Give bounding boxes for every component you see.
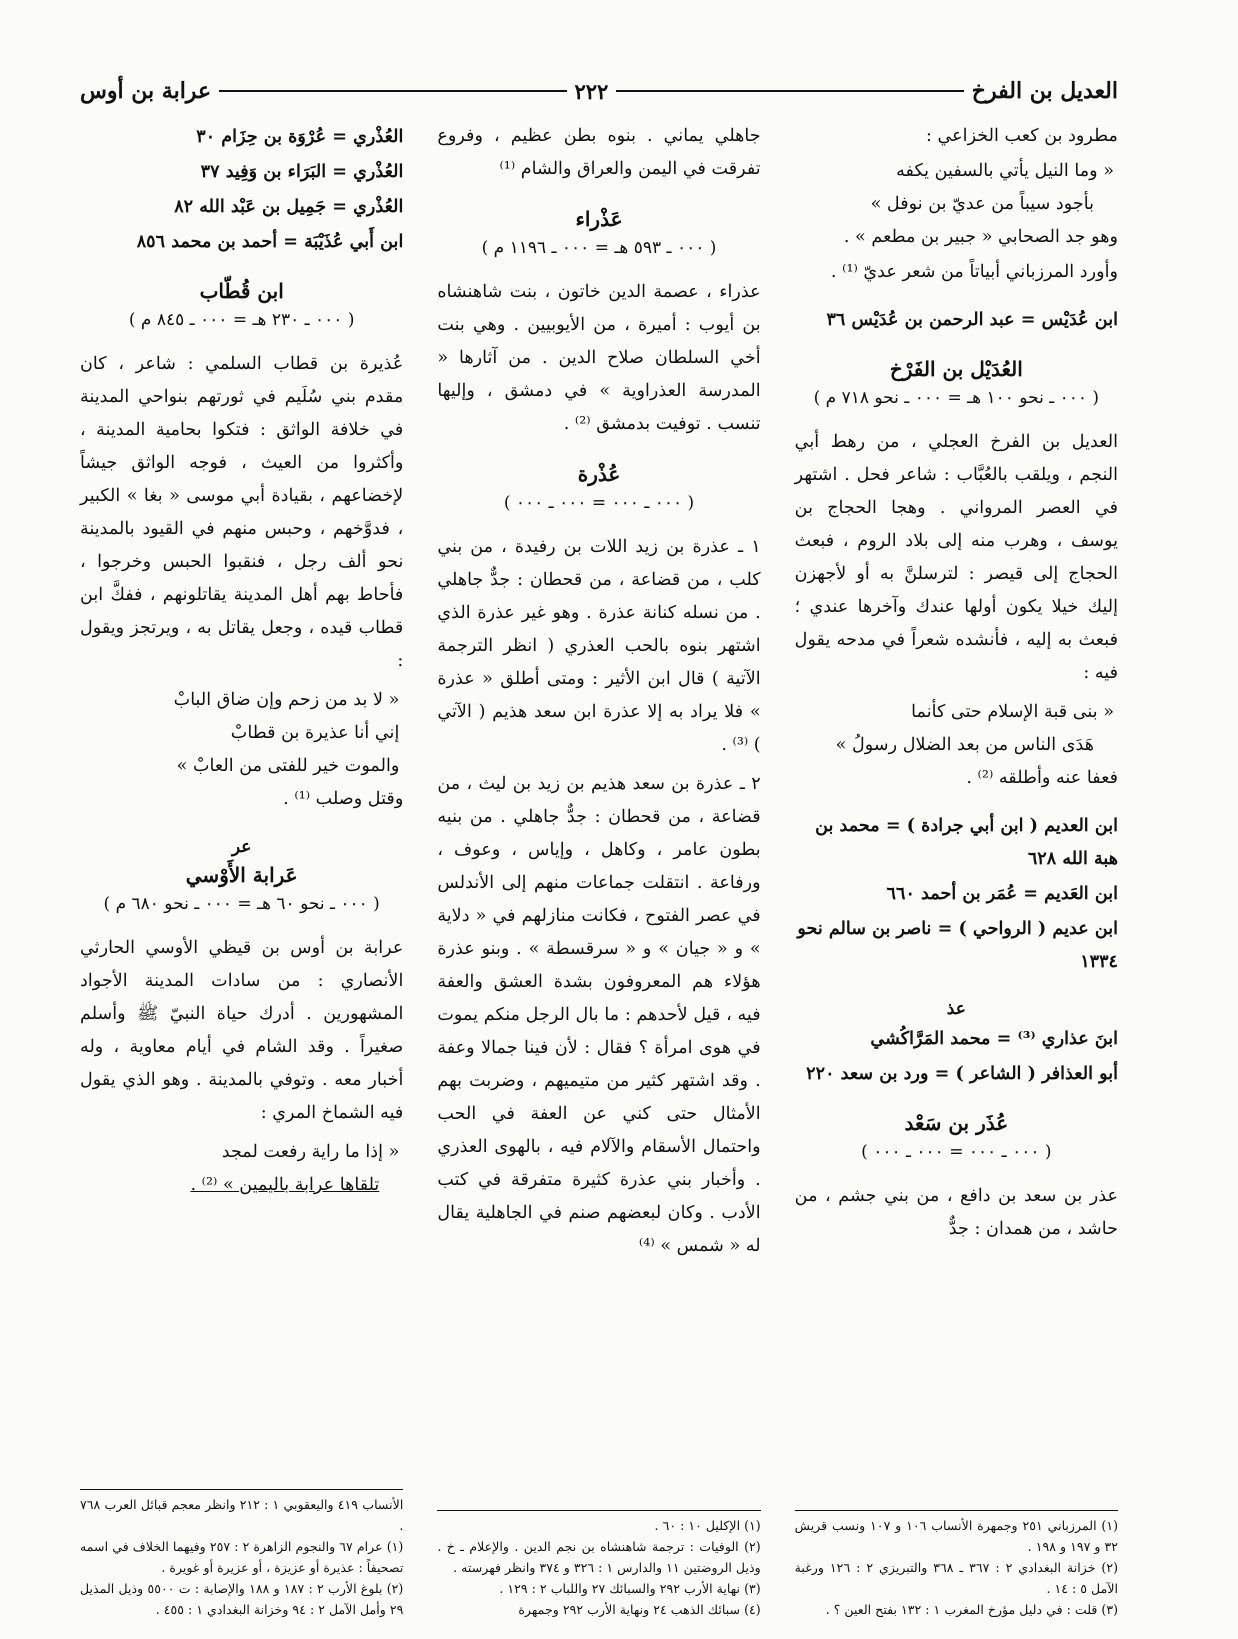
entry-heading [80, 276, 403, 334]
cross-reference: العُذْري = جَمِيل بن عَبْد الله ٨٢ [174, 196, 404, 217]
letter-heading: عذ [946, 999, 966, 1019]
entry-heading [437, 459, 760, 517]
entry-title: عَذْراء [575, 207, 623, 231]
cross-reference: العُذْري = البَرَاء بن وَفِيد ٣٧ [200, 161, 404, 182]
column-middle [437, 120, 760, 1620]
verse-line: بأجود سيباً من عديّ بن نوفل » [870, 194, 1094, 214]
verse-line: « بنى قبة الإسلام حتى كأنما [911, 702, 1114, 722]
entry-heading [795, 354, 1118, 412]
entry-text: عرابة بن أوس بن قيظي الأوسي الحارثي الأنصاري : من سادات المدينة الأجواد المشهورين . أدرك حياة النبيّ ﷺ وأسلم صغيراً . وقد الشام في أيام معاوية ، وله أخبار معه . وتوفي بالمدينة . وهو الذي يقول فيه الشماخ المري : [80, 938, 404, 1123]
text-columns [80, 120, 1118, 1620]
entry-dates: ( ٠٠٠ ـ نحو ١٠٠ هـ = ٠٠٠ ـ نحو ٧١٨ م ) [813, 388, 1100, 408]
entry-text: عذراء ، عصمة الدين خاتون ، بنت شاهنشاه بن أيوب : أميرة ، من الأيوبيين . وهي بنت أخي السلطان صلاح الدين . من آثارها « المدرسة العذراوية » في دمشق ، وإليها تنسب . توفيت بدمشق ⁽²⁾ . [437, 282, 761, 434]
verse-line: هَدَى الناس من بعد الضلال رسولُ » [835, 735, 1094, 755]
entry-title: عَرابة الأَوْسي [185, 863, 298, 887]
header-rule [616, 90, 963, 92]
entry-dates: ( ٠٠٠ ـ ٠٠٠ = ٠٠٠ ـ ٠٠٠ ) [503, 493, 695, 513]
header-left-title: عرابة بن أوس [80, 78, 212, 104]
footnotes [795, 1510, 1118, 1620]
verse-line: « وما النيل يأتي بالسفين يكفه [896, 161, 1114, 181]
entry-dates: ( ٠٠٠ ـ ٠٠٠ = ٠٠٠ ـ ٠٠٠ ) [861, 1142, 1052, 1162]
footnote: (٢) خزانة البغدادي ٢ : ٣٦٧ ـ ٣٦٨ والتبريزي ٢ : ١٢٦ ورغبة الآمل ٥ : ١٤ . [794, 1560, 1119, 1596]
cross-reference: ابن عُدَيْس = عبد الرحمن بن عُدَيْس ٣٦ [826, 309, 1118, 330]
cross-reference: ابنَ عذاري ⁽³⁾ = محمد المَرَّاكُشي [870, 1028, 1118, 1049]
intro-line: وأورد المرزباني أبياتاً من شعر عديّ ⁽¹⁾ . [830, 262, 1118, 282]
cross-reference-list [80, 120, 403, 258]
entry-title: ابن قُطّاب [199, 279, 284, 303]
cross-reference: ابن العديم ( ابن أبي جرادة ) = محمد بن هبة الله ٦٢٨ [815, 815, 1118, 869]
entry-text: جاهلي يماني . بنوه بطن عظيم ، وفروع تفرقت في اليمن والعراق والشام ⁽¹⁾ [437, 126, 761, 179]
footnotes [80, 1489, 403, 1620]
entry-heading [80, 860, 403, 918]
cross-reference: ابن أَبي عُذَيْبَة = أحمد بن محمد ٨٥٦ [136, 231, 404, 252]
column-right [795, 120, 1118, 1620]
page-number: ٢٢٢ [574, 78, 609, 104]
entry-dates: ( ٠٠٠ ـ نحو ٦٠ هـ = ٠٠٠ ـ نحو ٦٨٠ م ) [103, 894, 380, 914]
entry-dates: ( ٠٠٠ ـ ٢٣٠ هـ = ٠٠٠ ـ ٨٤٥ م ) [128, 310, 355, 330]
header-right-title: العديل بن الفرخ [971, 78, 1118, 104]
intro-line: مطرود بن كعب الخزاعي : [926, 126, 1118, 146]
intro-line: وهو جد الصحابي « جبير بن مطعم » . [843, 227, 1118, 247]
verse-line: « إذا ما راية رفعت لمجد [221, 1142, 400, 1162]
header-rule [219, 90, 566, 92]
footnote: (٣) قلت : في دليل مؤرخ المغرب ١ : ١٣٢ بفتح العين ؟ . [825, 1602, 1118, 1617]
footnote: (٢) الوفيات : ترجمة شاهنشاه بن نجم الدين . والإعلام ـ خ . وذيل الروضتين ١١ والدارس ١ : ٣٢٦ و ٣٧٤ وانظر فهرسته . [437, 1539, 761, 1575]
entry-text: ١ ـ عذرة بن زيد اللات بن رفيدة ، من بني كلب ، من قضاعة ، من قحطان : جدٌّ جاهلي . من نسله كنانة عذرة . وهو غير عذرة الذي اشتهر بنوه بالحب العذري ( انظر الترجمة الآتية ) قال ابن الأثير : ومتى أطلق « عذرة » فلا يراد به إلا عذرة ابن سعد هذيم ( الآتي ) ⁽³⁾ . [437, 537, 761, 755]
footnotes [437, 1510, 760, 1620]
entry-text: عُذيرة بن قطاب السلمي : شاعر ، كان مقدم بني سُلَيم في ثورتهم بنواحي المدينة في خلافة الواثق : فتكوا بحامية المدينة ، وأكثروا من العيث ، فوجه الواثق جيشاً لإخضاعهم ، بقيادة أبي موسى « بغا » الكبير ، فدوَّخهم ، وحبس منهم في القيود بالمدينة نحو ألف رجل ، فنقبوا الحبس وخرجوا ، فأحاط بهم أهل المدينة يقاتلونهم ، ففكَّ ابن قطاب قيده ، وجعل يقاتل به ، ويرتجز ويقول : [80, 354, 404, 671]
footnote: (٤) سبائك الذهب ٢٤ ونهاية الأرب ٢٩٢ وجمهرة [518, 1602, 761, 1617]
footnote: (١) المرزباني ٢٥١ وجمهرة الأنساب ١٠٦ و ١٠٧ ونسب قريش ٣٢ و ١٩٧ و ١٩٨ . [794, 1518, 1119, 1554]
cross-reference: العُذْري = عُرْوَة بن حِزَام ٣٠ [196, 126, 404, 147]
entry-title: عُذْرة [577, 462, 621, 486]
verse-line: والموت خير للفتى من العابْ » [176, 756, 400, 776]
entry-title: العُدَيْل بن الفَرْخ [889, 357, 1023, 381]
verse-line: إني أنا عذيرة بن قطابْ [230, 723, 400, 743]
entry-text: عذر بن سعد بن دافع ، من بني جشم ، من حاشد ، من همدان : جدٌّ [794, 1186, 1118, 1239]
letter-heading: عر [231, 837, 252, 857]
footnote: الأنساب ٤١٩ واليعقوبي ١ : ٢١٢ وانظر معجم قبائل العرب ٧٦٨ . [80, 1497, 404, 1533]
entry-text: ٢ ـ عذرة بن سعد هذيم بن زيد بن ليث ، من قضاعة ، من قحطان : جدٌّ جاهلي . من بنيه بطون عامر ، وكاهل ، وإياس ، وعوف ، ورفاعة . انتقلت جماعات منهم إلى الأندلس في عصر الفتوح ، فكانت منازلهم في « دلاية » و « جيان » و « سرقسطة » . وبنو عذرة هؤلاء هم المعروفون بشدة العشق والعفة فيه ، قيل لأحدهم : ما بال الرجل منكم يموت في هوى امرأة ؟ فقال : لأن فينا جمالا وعفة . وقد اشتهر كثير من متيميهم ، وضربت بهم الأمثال حتى كني عن العفة في الحب واحتمال الأسقام والآلام فيه ، بالهوى العذري . وأخبار بني عذرة كثيرة متفرقة في كتب الأدب . وكان لبعضهم صنم في الجاهلية يقال له « شمس » ⁽⁴⁾ [437, 774, 761, 1256]
cross-reference: أبو العذافر ( الشاعر ) = ورد بن سعد ٢٢٠ [806, 1063, 1118, 1084]
entry-text: فعفا عنه وأطلقه ⁽²⁾ . [966, 768, 1118, 788]
entry-heading [437, 204, 760, 262]
page-header [80, 74, 1118, 108]
footnote: (٣) نهاية الأرب ٢٩٢ والسبائك ٢٧ واللباب ٢ : ١٢٩ . [499, 1581, 761, 1596]
footnote: (٢) بلوغ الأرب ٢ : ١٨٧ و ١٨٨ والإصابة : ت ٥٥٠٠ وذيل المذيل ٢٩ وأمل الآمل ٢ : ٩٤ وخزانة البغدادي ١ : ٤٥٥ . [80, 1581, 404, 1617]
entry-text: وقتل وصلب ⁽¹⁾ . [283, 789, 404, 809]
entry-dates: ( ٠٠٠ ـ ٥٩٣ هـ = ٠٠٠ ـ ١١٩٦ م ) [481, 238, 717, 258]
entry-heading [795, 1108, 1118, 1166]
verse-line: « لا بد من زحم وإن ضاق البابْ [173, 690, 400, 710]
column-left [80, 120, 403, 1620]
cross-reference-list [795, 809, 1118, 978]
entry-title: عُذَر بن سَعْد [904, 1111, 1009, 1135]
verse-line: تلقاها عرابة باليمين » ⁽²⁾ . [190, 1175, 380, 1195]
cross-reference: ابن عديم ( الرواحي ) = ناصر بن سالم نحو ١٣٣٤ [797, 918, 1118, 972]
footnote: (١) الإكليل ١٠ : ٦٠ . [654, 1518, 761, 1533]
cross-reference: ابن العَديم = عُمَر بن أحمد ٦٦٠ [886, 883, 1118, 904]
footnote: (١) عرام ٦٧ والنجوم الزاهرة ٢ : ٢٥٧ وفيهما الخلاف في اسمه تصحيفاً : عذيرة أو عزيزة ، أو عزيرة أو غويرة . [80, 1539, 404, 1575]
entry-text: العديل بن الفرخ العجلي ، من رهط أبي النجم ، ويلقب بالعُبَّاب : شاعر فحل . اشتهر في العصر المرواني . وهجا الحجاج بن يوسف ، وهرب منه إلى بلاد الروم ، فبعث الحجاج إلى قيصر : لترسلنَّ به أو لأجهزن إليك خيلا يكون أولها عندك وآخرها عندي ؛ فبعث به إليه ، فأنشده شعراً في مدحه يقول فيه : [794, 432, 1118, 683]
